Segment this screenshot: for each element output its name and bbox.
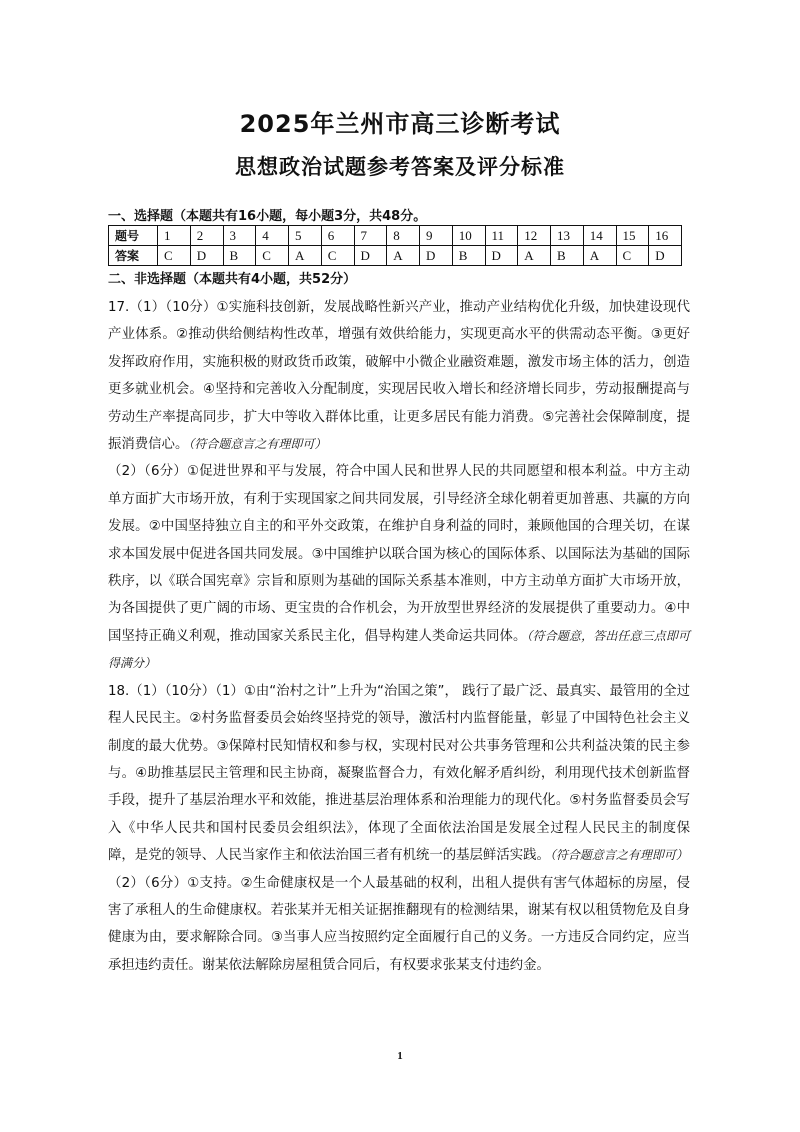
answer-table-number-row — [109, 226, 682, 246]
q18-part1-note: （符合题意言之有理即可） — [549, 848, 688, 863]
question-number-cell: 7 — [354, 226, 387, 246]
question-number-cell: 16 — [649, 226, 682, 246]
answer-cell: B — [452, 246, 485, 266]
q17-part2-note: （符合题意，答出任意三点即可得满分） — [108, 628, 690, 671]
answer-cell: C — [321, 246, 354, 266]
answer-cell: A — [583, 246, 616, 266]
question-number-cell: 6 — [321, 226, 354, 246]
answer-cell: D — [420, 246, 453, 266]
answer-table — [108, 225, 682, 266]
answer-cell: A — [387, 246, 420, 266]
question-number-cell: 2 — [190, 226, 223, 246]
section1-heading: 一、选择题（本题共有16小题，每小题3分，共48分。 — [108, 209, 427, 224]
q18-part2-text: （2）（6分）①支持。②生命健康权是一个人最基础的权利，出租人提供有害气体超标的房屋，侵害了承租人的生命健康权。若张某并无相关证据推翻现有的检测结果，谢某有权以租赁物危及自身健康为由，要求解除合同。③当事人应当按照约定全面履行自己的义务。一方违反合同约定，应当承担违约责任。谢某依法解除房屋租赁合同后，有权要求张某支付违约金。 — [108, 875, 690, 973]
row-label-answer: 答案 — [109, 246, 158, 266]
question-number-cell: 4 — [256, 226, 289, 246]
question-number-cell: 5 — [289, 226, 322, 246]
page-title: 2025年兰州市高三诊断考试 — [239, 110, 561, 138]
section2-heading: 二、非选择题（本题共有4小题，共52分） — [108, 272, 357, 287]
answer-cell: C — [616, 246, 649, 266]
q17-part2-text: （2）（6分）①促进世界和平与发展，符合中国人民和世界人民的共同愿望和根本利益。中方主动单方面扩大市场开放，有利于实现国家之间共同发展，引导经济全球化朝着更加普惠、共赢的方向发展。②中国坚持独立自主的和平外交政策，在维护自身利益的同时，兼顾他国的合理关切，在谋求本国发展中促进各国共同发展。③中国维护以联合国为核心的国际体系、以国际法为基础的国际秩序，以《联合国宪章》宗旨和原则为基础的国际关系基本准则，中方主动单方面扩大市场开放，为各国提供了更广阔的市场、更宝贵的合作机会，为开放型世界经济的发展提供了重要动力。④中国坚持正确义利观，推动国家关系民主化，倡导构建人类命运共同体。 — [108, 464, 690, 644]
q18-part1-paragraph — [108, 678, 690, 870]
row-label-number: 题号 — [109, 226, 158, 246]
answer-cell: D — [354, 246, 387, 266]
q17-part2-paragraph — [108, 458, 690, 677]
q17-part1-text: 17.（1）（10分）①实施科技创新，发展战略性新兴产业，推动产业结构优化升级，加快建设现代产业体系。②推动供给侧结构性改革，增强有效供给能力，实现更高水平的供需动态平衡。③更好发挥政府作用，实施积极的财政货币政策，破解中小微企业融资难题，激发市场主体的活力，创造更多就业机会。④坚持和完善收入分配制度，实现居民收入增长和经济增长同步，劳动报酬提高与劳动生产率提高同步，扩大中等收入群体比重，让更多居民有能力消费。⑤完善社会保障制度，提振消费信心。 — [108, 300, 690, 453]
question-number-cell: 15 — [616, 226, 649, 246]
answer-table-answer-row — [109, 246, 682, 266]
question-number-cell: 3 — [223, 226, 256, 246]
question-number-cell: 9 — [420, 226, 453, 246]
q17-part1-paragraph — [108, 294, 690, 458]
answer-cell: D — [649, 246, 682, 266]
question-number-cell: 12 — [518, 226, 551, 246]
q17-part1-note: （符合题意言之有理即可） — [188, 437, 327, 452]
q18-part2-paragraph — [108, 870, 690, 980]
answer-cell: D — [190, 246, 223, 266]
page-number: 1 — [397, 1050, 403, 1062]
question-number-cell: 1 — [158, 226, 191, 246]
answer-cell: A — [518, 246, 551, 266]
answer-cell: B — [223, 246, 256, 266]
answer-cell: D — [485, 246, 518, 266]
question-number-cell: 10 — [452, 226, 485, 246]
answer-body — [108, 294, 690, 979]
question-number-cell: 11 — [485, 226, 518, 246]
page-subtitle: 思想政治试题参考答案及评分标准 — [235, 155, 565, 179]
question-number-cell: 13 — [551, 226, 584, 246]
answer-cell: C — [256, 246, 289, 266]
answer-cell: C — [158, 246, 191, 266]
question-number-cell: 14 — [583, 226, 616, 246]
q18-part1-text: 18.（1）（10分）（1）①由“治村之计”上升为“治国之策”， 践行了最广泛、最真实、最管用的全过程人民民主。②村务监督委员会始终坚持党的领导，激活村内监督能量，彰显了中国特色社会主义制度的最大优势。③保障村民知情权和参与权，实现村民对公共事务管理和公共利益决策的民主参与。④助推基层民主管理和民主协商，凝聚监督合力，有效化解矛盾纠纷，利用现代技术创新监督手段，提升了基层治理水平和效能，推进基层治理体系和治理能力的现代化。⑤村务监督委员会写入《中华人民共和国村民委员会组织法》，体现了全面依法治国是发展全过程人民民主的制度保障，是党的领导、人民当家作主和依法治国三者有机统一的基层鲜活实践。 — [108, 683, 690, 864]
answer-cell: A — [289, 246, 322, 266]
question-number-cell: 8 — [387, 226, 420, 246]
answer-cell: B — [551, 246, 584, 266]
